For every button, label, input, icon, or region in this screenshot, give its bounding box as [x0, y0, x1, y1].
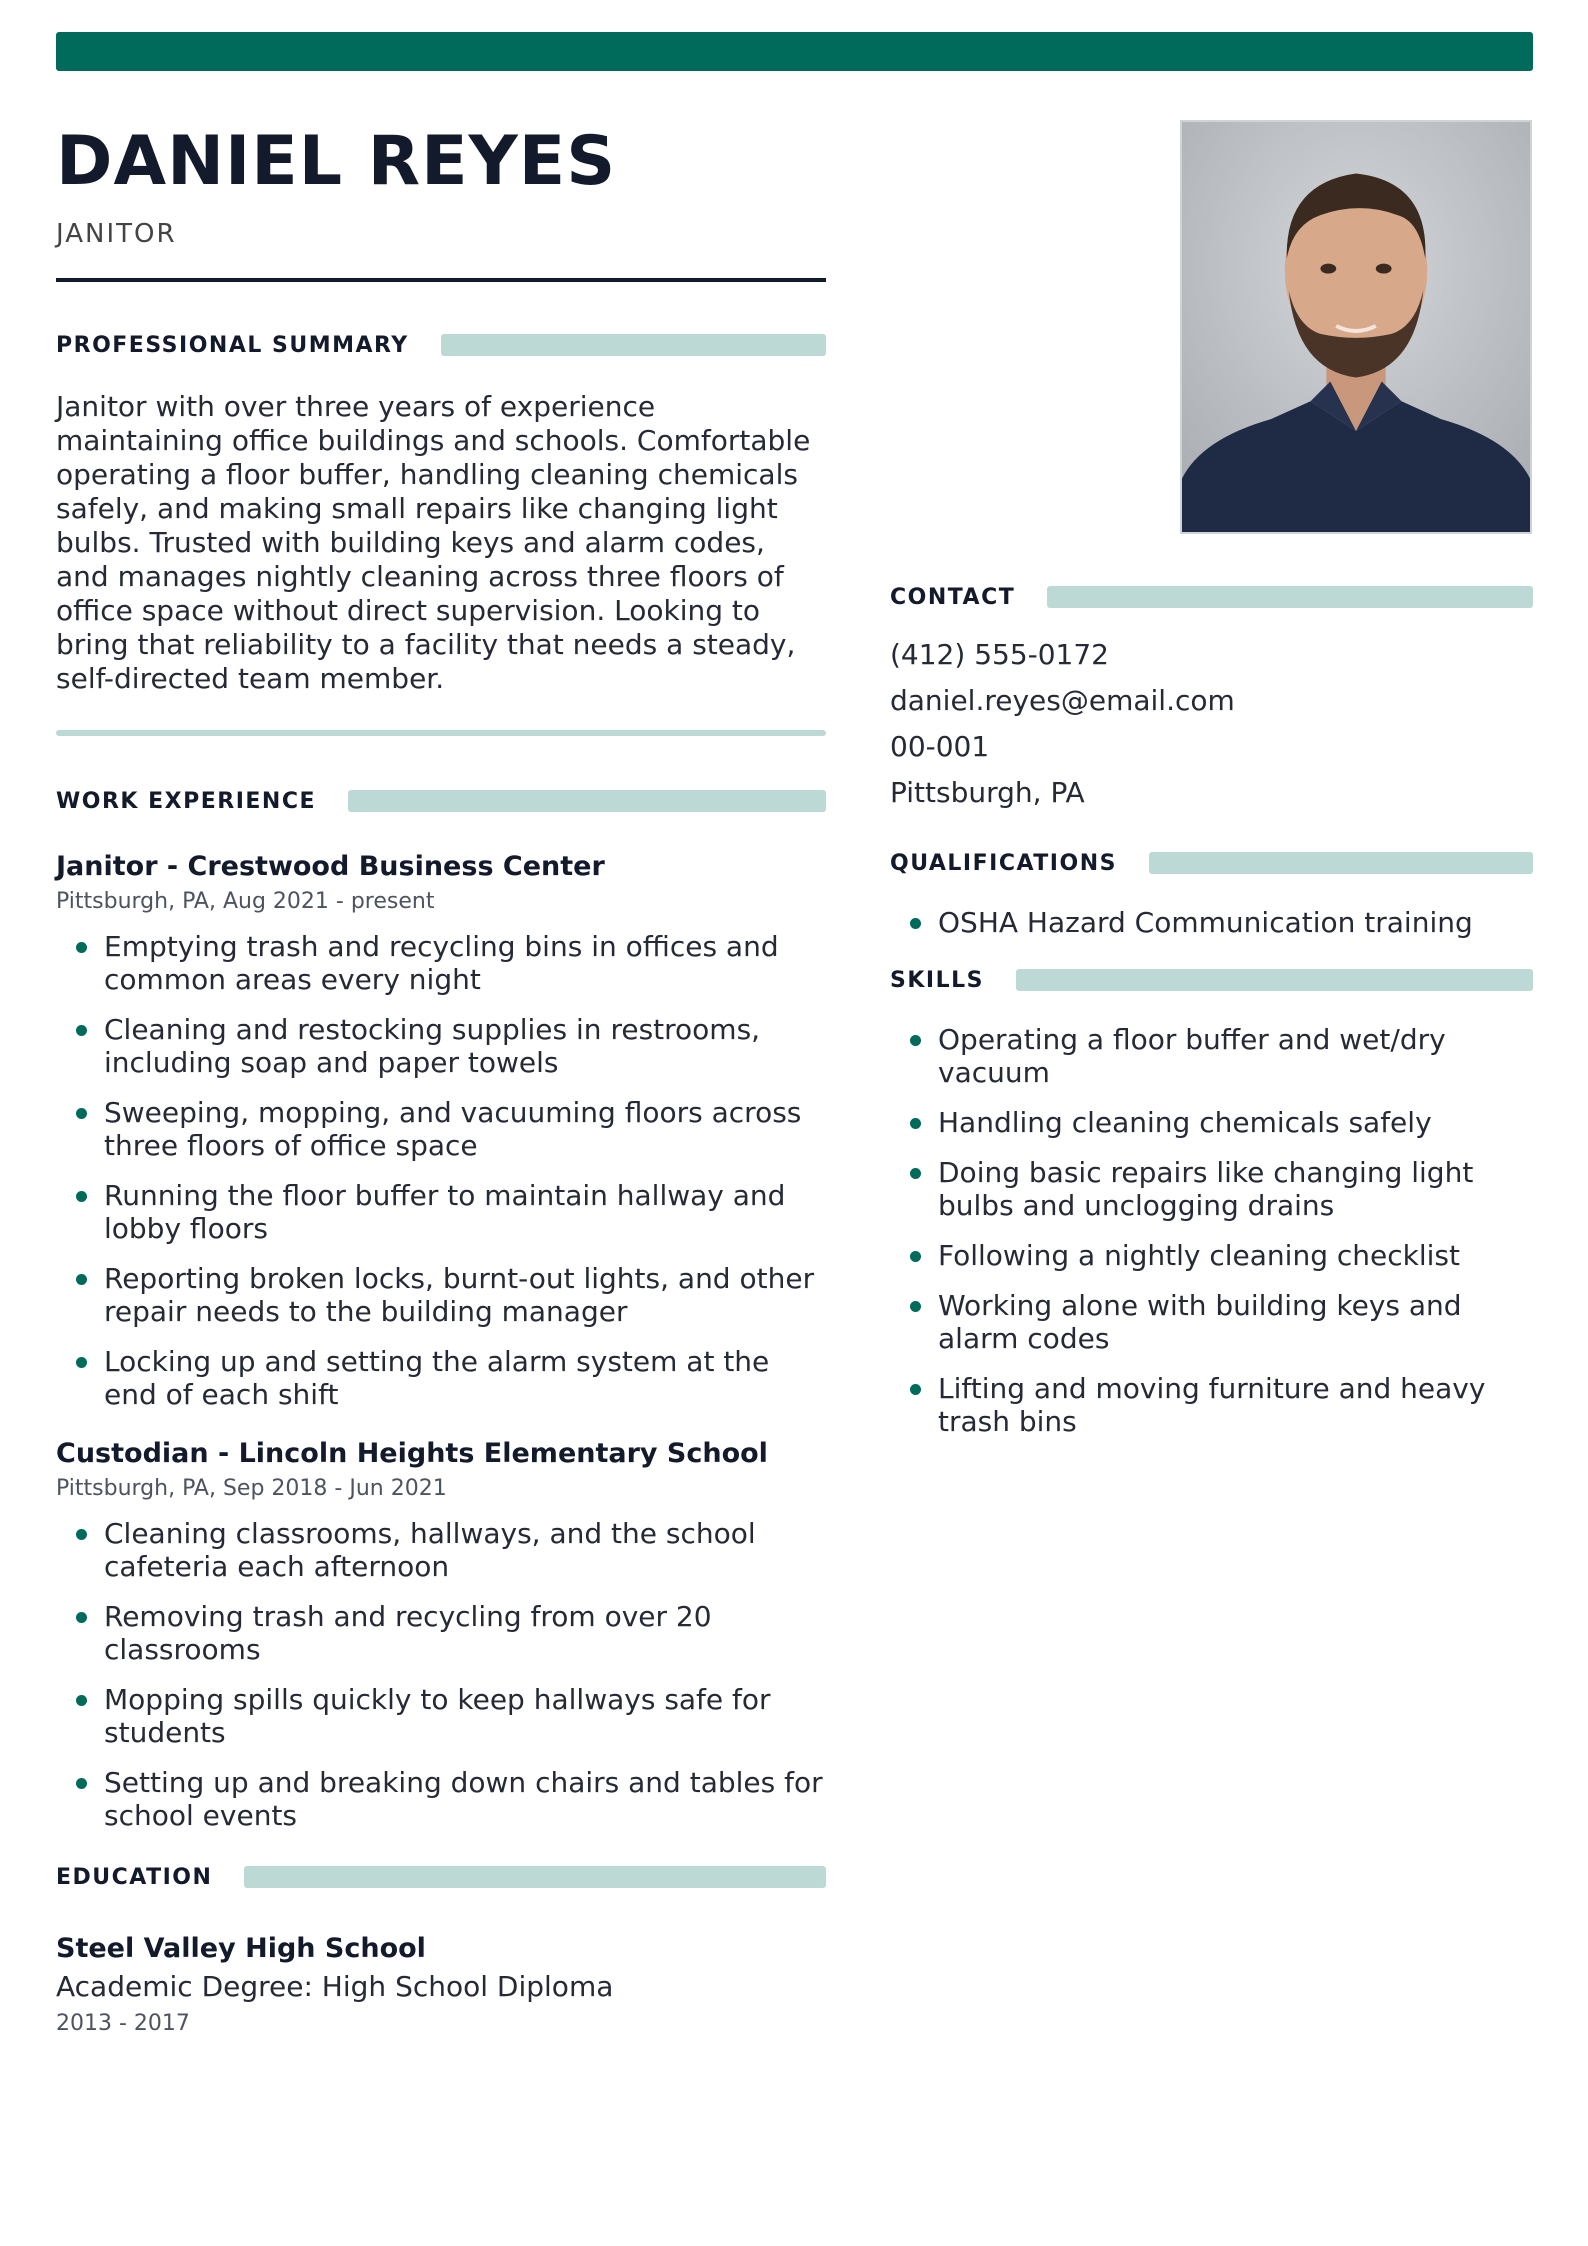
job-bullet: Setting up and breaking down chairs and tables for school events: [56, 1766, 826, 1832]
education-school: Steel Valley High School: [56, 1933, 426, 1964]
contact-heading: CONTACT: [890, 584, 1016, 610]
skill-item: Following a nightly cleaning checklist: [890, 1239, 1533, 1272]
job-bullet: Cleaning and restocking supplies in restrooms, including soap and paper towels: [56, 1013, 826, 1079]
contact-email: daniel.reyes@email.com: [890, 684, 1235, 717]
left-column: [56, 120, 826, 2038]
job-entry: [56, 1437, 826, 1832]
name-divider: [56, 278, 826, 282]
right-column: [890, 120, 1533, 1455]
education-years: 2013 - 2017: [56, 2011, 190, 2036]
profile-photo: [1180, 120, 1532, 534]
work-section-header: [56, 786, 826, 816]
education-section-header: [56, 1862, 826, 1892]
skills-list: [890, 1023, 1533, 1438]
skill-item: Lifting and moving furniture and heavy trash bins: [890, 1372, 1533, 1438]
contact-phone: (412) 555-0172: [890, 638, 1109, 671]
summary-divider: [56, 730, 826, 736]
job-meta: Pittsburgh, PA, Aug 2021 - present: [56, 889, 435, 914]
job-meta: Pittsburgh, PA, Sep 2018 - Jun 2021: [56, 1476, 447, 1501]
skill-item: Doing basic repairs like changing light bulbs and unclogging drains: [890, 1156, 1533, 1222]
portrait-illustration: [1182, 122, 1530, 532]
skill-item: Handling cleaning chemicals safely: [890, 1106, 1533, 1139]
job-bullets: [56, 930, 826, 1411]
job-entry: [56, 850, 826, 1411]
contact-list: [890, 638, 1533, 810]
skills-heading: SKILLS: [890, 967, 984, 993]
top-accent-bar: [56, 32, 1533, 71]
candidate-title: JANITOR: [56, 219, 177, 249]
job-bullet: Locking up and setting the alarm system at the end of each shift: [56, 1345, 826, 1411]
summary-section-header: [56, 330, 826, 360]
summary-text: Janitor with over three years of experience maintaining office buildings and schools. Comfortable operating a floor buffer, handling cleaning chemicals safely, and making small repairs like changing light bulbs. Trusted with building keys and alarm codes, and manages nightly cleaning across three floors of office space without direct supervision. Looking to bring that reliability to a facility that needs a steady, self-directed team member.: [56, 390, 811, 695]
skill-item: Working alone with building keys and alarm codes: [890, 1289, 1533, 1355]
candidate-name: DANIEL REYES: [56, 122, 617, 201]
contact-code: 00-001: [890, 730, 990, 763]
job-bullet: Mopping spills quickly to keep hallways safe for students: [56, 1683, 826, 1749]
job-bullet: Emptying trash and recycling bins in offices and common areas every night: [56, 930, 826, 996]
job-bullet: Sweeping, mopping, and vacuuming floors across three floors of office space: [56, 1096, 826, 1162]
section-bar: [1047, 586, 1533, 608]
qualification-item: OSHA Hazard Communication training: [890, 906, 1533, 939]
job-bullets: [56, 1517, 826, 1832]
section-bar: [1016, 969, 1533, 991]
summary-heading: PROFESSIONAL SUMMARY: [56, 332, 409, 358]
qualifications-list: [890, 906, 1533, 939]
job-bullet: Removing trash and recycling from over 20 classrooms: [56, 1600, 826, 1666]
qualifications-heading: QUALIFICATIONS: [890, 850, 1117, 876]
job-bullet: Running the floor buffer to maintain hallway and lobby floors: [56, 1179, 826, 1245]
job-title: Custodian - Lincoln Heights Elementary School: [56, 1438, 768, 1469]
work-heading: WORK EXPERIENCE: [56, 788, 316, 814]
contact-section-header: [890, 582, 1533, 612]
education-heading: EDUCATION: [56, 1864, 213, 1890]
job-bullet: Reporting broken locks, burnt-out lights, and other repair needs to the building manager: [56, 1262, 826, 1328]
section-bar: [441, 334, 826, 356]
section-bar: [348, 790, 826, 812]
section-bar: [1149, 852, 1533, 874]
job-bullet: Cleaning classrooms, hallways, and the school cafeteria each afternoon: [56, 1517, 826, 1583]
section-bar: [244, 1866, 826, 1888]
contact-location: Pittsburgh, PA: [890, 776, 1085, 809]
qualifications-section-header: [890, 848, 1533, 878]
job-title: Janitor - Crestwood Business Center: [56, 851, 605, 882]
skill-item: Operating a floor buffer and wet/dry vacuum: [890, 1023, 1533, 1089]
skills-section-header: [890, 965, 1533, 995]
education-degree: Academic Degree: High School Diploma: [56, 1970, 614, 2003]
